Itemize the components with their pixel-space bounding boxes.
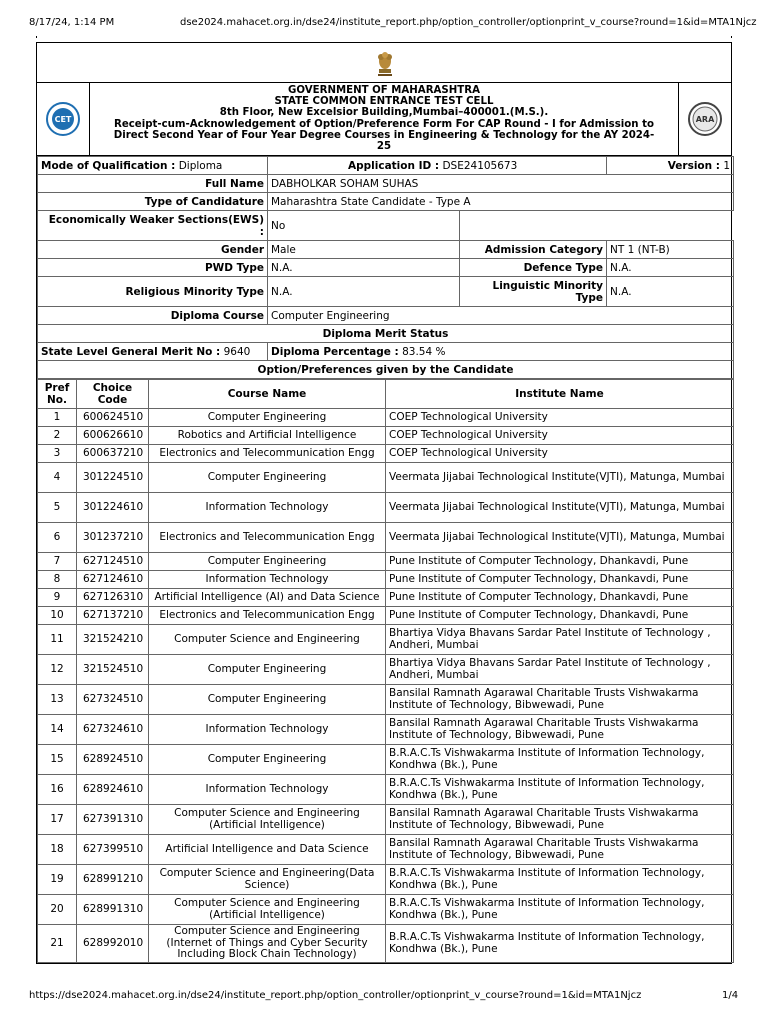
choice-code-cell: 600624510 xyxy=(77,409,149,427)
institute-name-cell: B.R.A.C.Ts Vishwakarma Institute of Information Technology, Kondhwa (Bk.), Pune xyxy=(386,895,734,925)
choice-code-cell: 627126310 xyxy=(77,589,149,607)
fullname-value: DABHOLKAR SOHAM SUHAS xyxy=(268,175,734,193)
institute-name-cell: B.R.A.C.Ts Vishwakarma Institute of Information Technology, Kondhwa (Bk.), Pune xyxy=(386,865,734,895)
institute-name-cell: Bhartiya Vidya Bhavans Sardar Patel Institute of Technology , Andheri, Mumbai xyxy=(386,625,734,655)
appid-label: Application ID : xyxy=(348,159,440,172)
table-row xyxy=(38,805,734,835)
cet-logo-text: CET xyxy=(54,115,72,124)
linguistic-value: N.A. xyxy=(607,277,734,307)
table-row xyxy=(38,571,734,589)
institute-name-cell: Bansilal Ramnath Agarawal Charitable Trusts Vishwakarma Institute of Technology, Bibwewadi, Pune xyxy=(386,835,734,865)
pref-no-cell: 17 xyxy=(38,805,77,835)
course-name-cell: Computer Science and Engineering (Artificial Intelligence) xyxy=(149,805,386,835)
ara-logo-text: ARA xyxy=(695,115,715,124)
pref-no-cell: 5 xyxy=(38,493,77,523)
institute-name-cell: Veermata Jijabai Technological Institute(VJTI), Matunga, Mumbai xyxy=(386,463,734,493)
merit-status-heading-row xyxy=(38,325,734,343)
pref-no-cell: 12 xyxy=(38,655,77,685)
course-name-cell: Computer Engineering xyxy=(149,745,386,775)
table-row xyxy=(38,865,734,895)
table-row xyxy=(38,409,734,427)
gender-row xyxy=(38,241,734,259)
pref-no-cell: 14 xyxy=(38,715,77,745)
table-row xyxy=(38,493,734,523)
institute-name-cell: Pune Institute of Computer Technology, Dhankavdi, Pune xyxy=(386,571,734,589)
choice-code-cell: 600626610 xyxy=(77,427,149,445)
religious-label: Religious Minority Type xyxy=(38,277,268,307)
cet-logo-cell xyxy=(37,83,90,155)
religious-value: N.A. xyxy=(268,277,460,307)
choice-code-cell: 628991310 xyxy=(77,895,149,925)
table-row xyxy=(38,895,734,925)
merit-status-heading: Diploma Merit Status xyxy=(38,325,734,343)
admcat-value: NT 1 (NT-B) xyxy=(607,241,734,259)
defence-value: N.A. xyxy=(607,259,734,277)
table-row xyxy=(38,745,734,775)
gender-label: Gender xyxy=(38,241,268,259)
course-name-cell: Electronics and Telecommunication Engg xyxy=(149,607,386,625)
print-url: dse2024.mahacet.org.in/dse24/institute_report.php/option_controller/optionprint_v_course?round=1&id=MTA1Njcz xyxy=(180,17,757,28)
pref-no-cell: 7 xyxy=(38,553,77,571)
mode-row xyxy=(38,157,734,175)
course-name-cell: Computer Science and Engineering xyxy=(149,625,386,655)
header-title xyxy=(90,83,678,155)
footer-url: https://dse2024.mahacet.org.in/dse24/institute_report.php/option_controller/optionprint_v_course?round=1&id=MTA1Njcz xyxy=(29,990,642,1001)
institute-name-cell: Pune Institute of Computer Technology, Dhankavdi, Pune xyxy=(386,553,734,571)
choice-code-cell: 321524510 xyxy=(77,655,149,685)
pref-no-cell: 18 xyxy=(38,835,77,865)
emblem-row xyxy=(37,43,731,83)
diploma-course-row xyxy=(38,307,734,325)
table-row xyxy=(38,607,734,625)
pwd-value: N.A. xyxy=(268,259,460,277)
institute-name-cell: Bhartiya Vidya Bhavans Sardar Patel Institute of Technology , Andheri, Mumbai xyxy=(386,655,734,685)
choice-code-cell: 628991210 xyxy=(77,865,149,895)
diploma-pct-label: Diploma Percentage : xyxy=(271,345,399,358)
defence-label: Defence Type xyxy=(460,259,607,277)
page-number: 1/4 xyxy=(722,990,739,1001)
course-name-cell: Computer Science and Engineering (Internet of Things and Cyber Security Including Block Chain Technology) xyxy=(149,925,386,963)
choice-code-cell: 627399510 xyxy=(77,835,149,865)
choice-code-cell: 628924510 xyxy=(77,745,149,775)
ara-logo-icon xyxy=(687,101,723,137)
admcat-label: Admission Category xyxy=(460,241,607,259)
institute-name-cell: Veermata Jijabai Technological Institute(VJTI), Matunga, Mumbai xyxy=(386,493,734,523)
table-row xyxy=(38,427,734,445)
pref-no-cell: 4 xyxy=(38,463,77,493)
print-header xyxy=(0,0,768,36)
acknowledgement-form xyxy=(36,42,732,964)
merit-no-value: 9640 xyxy=(223,345,251,358)
course-name-cell: Computer Engineering xyxy=(149,685,386,715)
institute-name-cell: Bansilal Ramnath Agarawal Charitable Trusts Vishwakarma Institute of Technology, Bibwewadi, Pune xyxy=(386,715,734,745)
institute-name-cell: Pune Institute of Computer Technology, Dhankavdi, Pune xyxy=(386,589,734,607)
course-name-cell: Artificial Intelligence and Data Science xyxy=(149,835,386,865)
pref-no-cell: 21 xyxy=(38,925,77,963)
linguistic-label: Linguistic Minority Type xyxy=(460,277,607,307)
version-value: 1 xyxy=(723,159,730,172)
institute-name-cell: COEP Technological University xyxy=(386,409,734,427)
diploma-course-label: Diploma Course xyxy=(38,307,268,325)
table-row xyxy=(38,925,734,963)
choice-code-cell: 301224610 xyxy=(77,493,149,523)
pref-no-cell: 15 xyxy=(38,745,77,775)
candidature-value: Maharashtra State Candidate - Type A xyxy=(268,193,734,211)
title-line-6: 25 xyxy=(376,141,392,153)
title-line-1: GOVERNMENT OF MAHARASHTRA xyxy=(288,85,480,96)
title-line-4: Receipt-cum-Acknowledgement of Option/Preference Form For CAP Round - I for Admission to xyxy=(114,118,654,130)
institute-name-cell: COEP Technological University xyxy=(386,445,734,463)
course-name-cell: Electronics and Telecommunication Engg xyxy=(149,445,386,463)
preferences-body xyxy=(38,409,734,963)
institute-name-cell: Veermata Jijabai Technological Institute(VJTI), Matunga, Mumbai xyxy=(386,523,734,553)
ews-value: No xyxy=(268,211,460,241)
col-choice-code: Choice Code xyxy=(77,380,149,409)
choice-code-cell: 627324510 xyxy=(77,685,149,715)
ews-label: Economically Weaker Sections(EWS) : xyxy=(38,211,268,241)
pref-no-cell: 8 xyxy=(38,571,77,589)
preferences-header-row xyxy=(38,380,734,409)
diploma-course-value: Computer Engineering xyxy=(268,307,734,325)
pwd-row xyxy=(38,259,734,277)
version-cell xyxy=(607,157,734,175)
mode-value: Diploma xyxy=(178,159,223,172)
version-label: Version : xyxy=(667,159,720,172)
ara-logo-cell xyxy=(678,83,731,155)
appid-cell xyxy=(268,157,607,175)
choice-code-cell: 301224510 xyxy=(77,463,149,493)
course-name-cell: Information Technology xyxy=(149,571,386,589)
pref-no-cell: 6 xyxy=(38,523,77,553)
candidate-info-table xyxy=(37,156,734,379)
diploma-pct-cell xyxy=(268,343,734,361)
title-line-3: 8th Floor, New Excelsior Building,Mumbai–400001.(M.S.). xyxy=(219,107,549,119)
pref-no-cell: 2 xyxy=(38,427,77,445)
choice-code-cell: 628924610 xyxy=(77,775,149,805)
title-line-5: Direct Second Year of Four Year Degree Courses in Engineering & Technology for the AY 2024- xyxy=(113,129,655,141)
col-institute-name: Institute Name xyxy=(386,380,734,409)
print-datetime: 8/17/24, 1:14 PM xyxy=(29,17,115,28)
col-course-name: Course Name xyxy=(149,380,386,409)
merit-no-cell xyxy=(38,343,268,361)
fullname-label: Full Name xyxy=(38,175,268,193)
course-name-cell: Information Technology xyxy=(149,493,386,523)
table-row xyxy=(38,553,734,571)
choice-code-cell: 321524210 xyxy=(77,625,149,655)
pref-no-cell: 10 xyxy=(38,607,77,625)
course-name-cell: Computer Science and Engineering(Data Science) xyxy=(149,865,386,895)
header-row xyxy=(37,83,731,156)
table-row xyxy=(38,625,734,655)
pref-no-cell: 16 xyxy=(38,775,77,805)
ews-blank xyxy=(460,211,734,241)
institute-name-cell: Bansilal Ramnath Agarawal Charitable Trusts Vishwakarma Institute of Technology, Bibwewadi, Pune xyxy=(386,685,734,715)
mode-label: Mode of Qualification : xyxy=(41,159,176,172)
pref-no-cell: 19 xyxy=(38,865,77,895)
ews-row xyxy=(38,211,734,241)
preferences-table xyxy=(37,379,734,963)
course-name-cell: Information Technology xyxy=(149,775,386,805)
candidature-label: Type of Candidature xyxy=(38,193,268,211)
choice-code-cell: 628992010 xyxy=(77,925,149,963)
table-row xyxy=(38,523,734,553)
table-row xyxy=(38,715,734,745)
pref-no-cell: 11 xyxy=(38,625,77,655)
pref-no-cell: 9 xyxy=(38,589,77,607)
course-name-cell: Robotics and Artificial Intelligence xyxy=(149,427,386,445)
choice-code-cell: 627391310 xyxy=(77,805,149,835)
institute-name-cell: B.R.A.C.Ts Vishwakarma Institute of Information Technology, Kondhwa (Bk.), Pune xyxy=(386,745,734,775)
title-line-2: STATE COMMON ENTRANCE TEST CELL xyxy=(274,96,494,108)
fullname-row xyxy=(38,175,734,193)
choice-code-cell: 627124610 xyxy=(77,571,149,589)
merit-no-label: State Level General Merit No : xyxy=(41,345,221,358)
appid-value: DSE24105673 xyxy=(442,159,518,172)
institute-name-cell: COEP Technological University xyxy=(386,427,734,445)
gender-value: Male xyxy=(268,241,460,259)
choice-code-cell: 627124510 xyxy=(77,553,149,571)
merit-row xyxy=(38,343,734,361)
pwd-label: PWD Type xyxy=(38,259,268,277)
course-name-cell: Computer Engineering xyxy=(149,463,386,493)
institute-name-cell: Pune Institute of Computer Technology, Dhankavdi, Pune xyxy=(386,607,734,625)
table-row xyxy=(38,685,734,715)
pref-no-cell: 13 xyxy=(38,685,77,715)
course-name-cell: Computer Engineering xyxy=(149,553,386,571)
course-name-cell: Artificial Intelligence (AI) and Data Science xyxy=(149,589,386,607)
institute-name-cell: B.R.A.C.Ts Vishwakarma Institute of Information Technology, Kondhwa (Bk.), Pune xyxy=(386,925,734,963)
state-emblem-icon xyxy=(369,47,401,79)
institute-name-cell: B.R.A.C.Ts Vishwakarma Institute of Information Technology, Kondhwa (Bk.), Pune xyxy=(386,775,734,805)
col-pref-no: Pref No. xyxy=(38,380,77,409)
diploma-pct-value: 83.54 % xyxy=(402,345,446,358)
course-name-cell: Computer Engineering xyxy=(149,409,386,427)
pref-no-cell: 1 xyxy=(38,409,77,427)
options-heading: Option/Preferences given by the Candidate xyxy=(38,361,734,379)
course-name-cell: Computer Engineering xyxy=(149,655,386,685)
institute-name-cell: Bansilal Ramnath Agarawal Charitable Trusts Vishwakarma Institute of Technology, Bibwewadi, Pune xyxy=(386,805,734,835)
choice-code-cell: 301237210 xyxy=(77,523,149,553)
pref-no-cell: 3 xyxy=(38,445,77,463)
table-row xyxy=(38,445,734,463)
minority-row xyxy=(38,277,734,307)
cet-logo-icon xyxy=(45,101,81,137)
pref-no-cell: 20 xyxy=(38,895,77,925)
choice-code-cell: 627137210 xyxy=(77,607,149,625)
table-row xyxy=(38,463,734,493)
course-name-cell: Electronics and Telecommunication Engg xyxy=(149,523,386,553)
table-row xyxy=(38,775,734,805)
choice-code-cell: 627324610 xyxy=(77,715,149,745)
table-row xyxy=(38,655,734,685)
choice-code-cell: 600637210 xyxy=(77,445,149,463)
top-border xyxy=(36,36,732,38)
table-row xyxy=(38,835,734,865)
candidature-row xyxy=(38,193,734,211)
mode-cell xyxy=(38,157,268,175)
table-row xyxy=(38,589,734,607)
options-heading-row xyxy=(38,361,734,379)
course-name-cell: Information Technology xyxy=(149,715,386,745)
course-name-cell: Computer Science and Engineering (Artificial Intelligence) xyxy=(149,895,386,925)
